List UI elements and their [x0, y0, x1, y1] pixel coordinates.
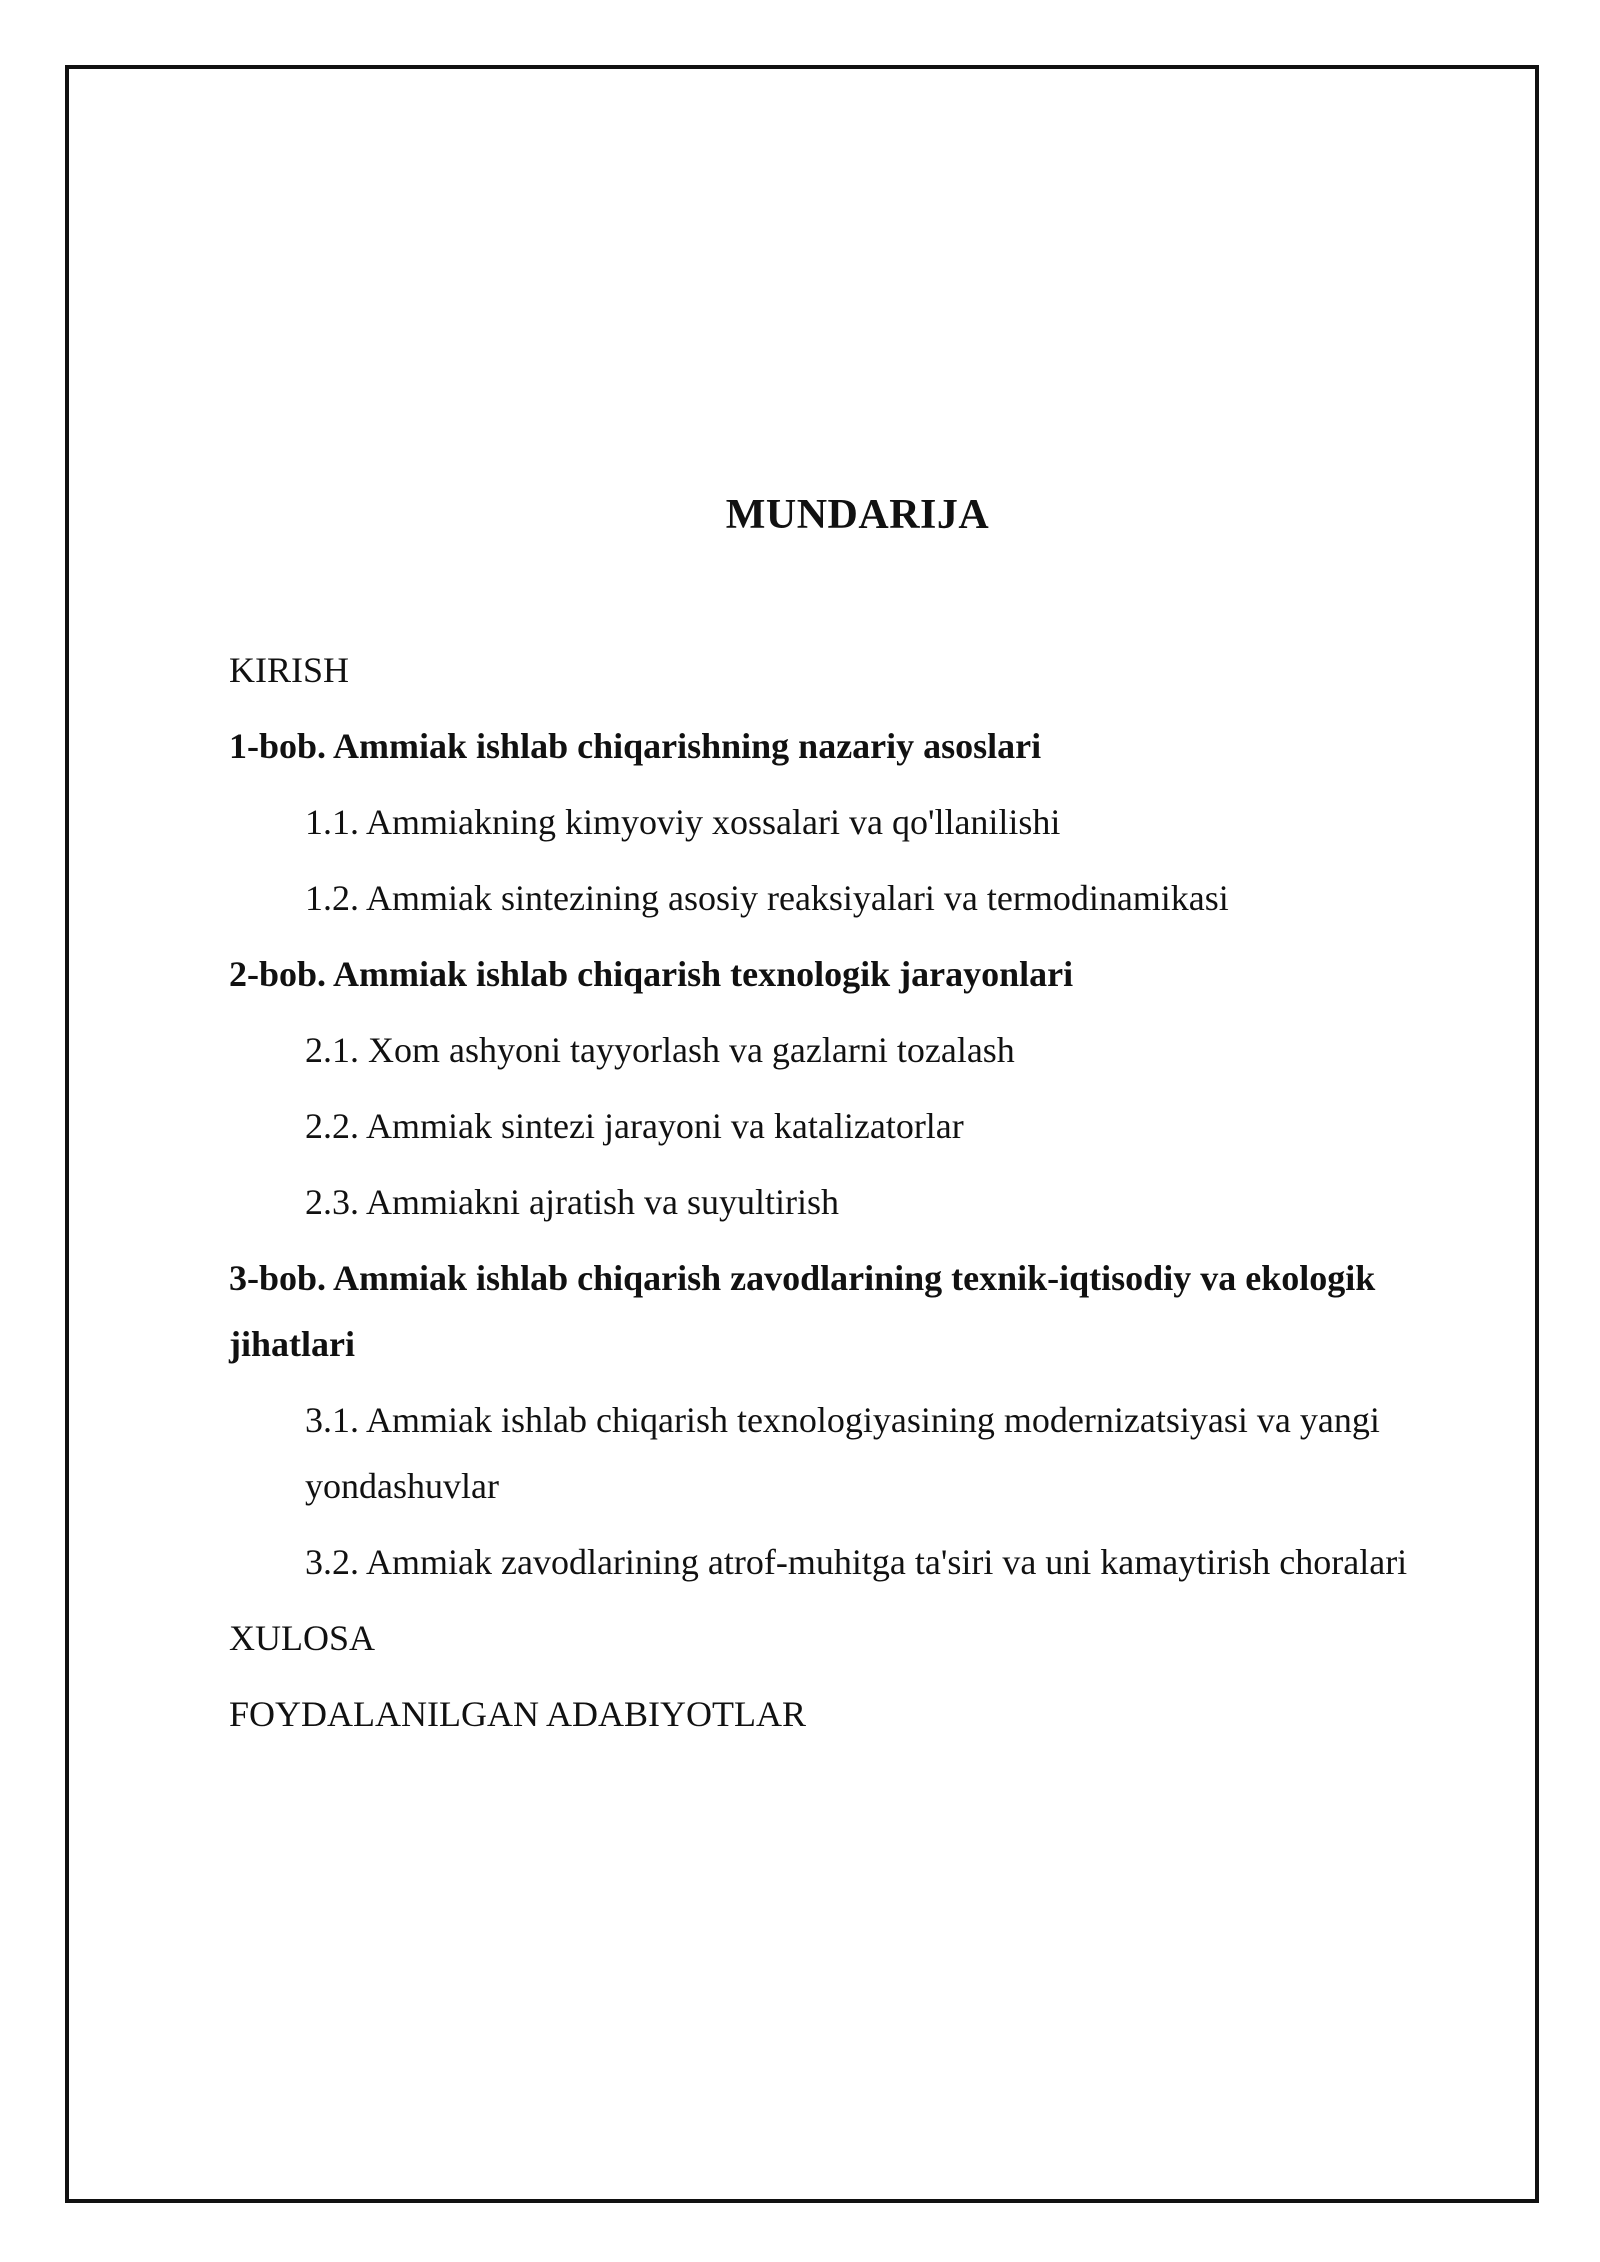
toc-chapter-2[interactable]: 2-bob. Ammiak ishlab chiqarish texnologik jarayonlari	[229, 954, 1074, 994]
toc-section-1-1[interactable]: 1.1. Ammiakning kimyoviy xossalari va qo'llanilishi	[305, 802, 1061, 842]
toc-item-references[interactable]: FOYDALANILGAN ADABIYOTLAR	[229, 1694, 806, 1734]
toc-chapter-1[interactable]: 1-bob. Ammiak ishlab chiqarishning nazariy asoslari	[229, 726, 1042, 766]
toc-section-3-1[interactable]: 3.1. Ammiak ishlab chiqarish texnologiyasining modernizatsiyasi va yangi yondashuvlar	[305, 1400, 1380, 1506]
toc-section-2-1[interactable]: 2.1. Xom ashyoni tayyorlash va gazlarni tozalash	[305, 1030, 1015, 1070]
toc-item-conclusion[interactable]: XULOSA	[229, 1618, 376, 1658]
toc-section-2-3[interactable]: 2.3. Ammiakni ajratish va suyultirish	[305, 1182, 839, 1222]
toc-section-2-2[interactable]: 2.2. Ammiak sintezi jarayoni va katalizatorlar	[305, 1106, 964, 1146]
toc-item-introduction[interactable]: KIRISH	[229, 650, 350, 690]
toc-section-3-2[interactable]: 3.2. Ammiak zavodlarining atrof-muhitga ta'siri va uni kamaytirish choralari	[305, 1542, 1408, 1582]
page-title: MUNDARIJA	[725, 492, 990, 539]
toc-section-1-2[interactable]: 1.2. Ammiak sintezining asosiy reaksiyalari va termodinamikasi	[305, 878, 1229, 918]
toc-chapter-3[interactable]: 3-bob. Ammiak ishlab chiqarish zavodlarining texnik-iqtisodiy va ekologik jihatlari	[229, 1258, 1376, 1364]
table-of-contents	[229, 637, 1479, 1757]
